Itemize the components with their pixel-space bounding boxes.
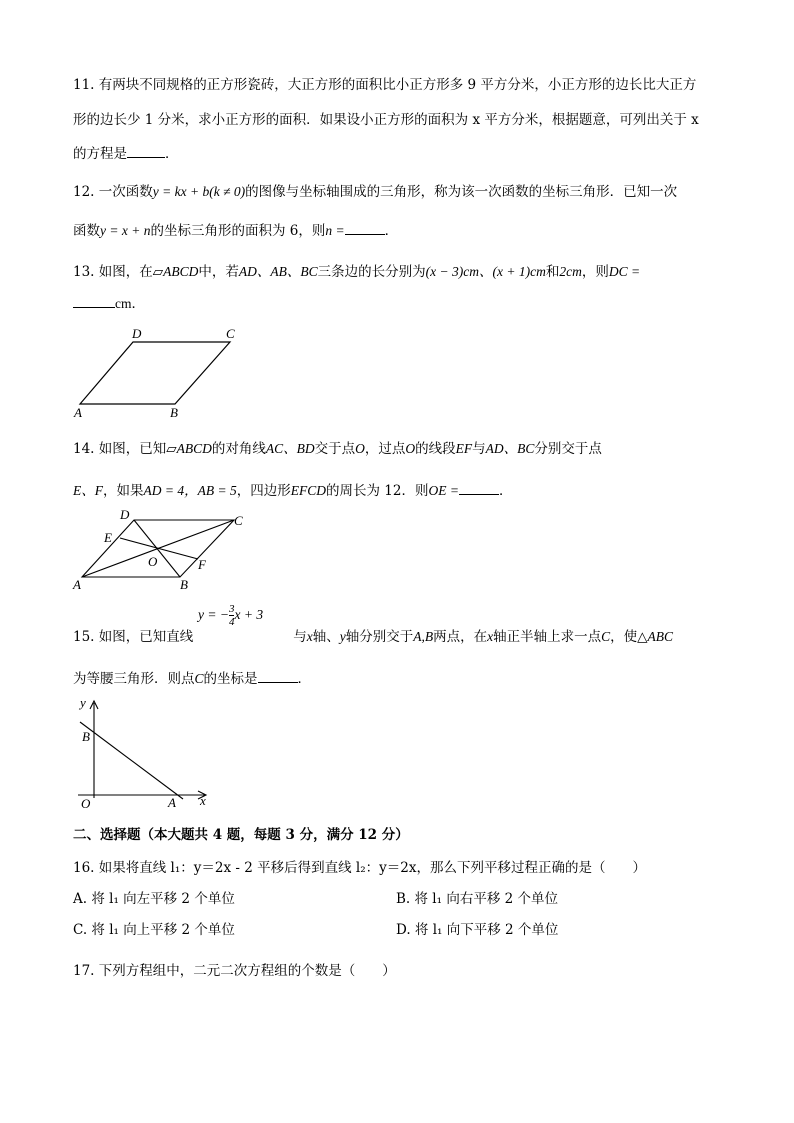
q16-option-d: D. 将 l₁ 向下平移 2 个单位 — [396, 922, 559, 938]
label-y: y — [80, 695, 86, 710]
q14-text: 的对角线 — [211, 441, 266, 457]
q15-formula: △ABC — [637, 629, 674, 644]
q15-text: 两点，在 — [433, 629, 488, 645]
q15-text: 轴正半轴上求一点 — [493, 629, 602, 645]
q14-text: 的线段 — [415, 441, 456, 457]
q14-line2: E、F，如果AD = 4，AB = 5，四边形EFCD的周长为 12．则OE = ． — [73, 483, 513, 499]
q12-line2: 函数y = x + n的坐标三角形的面积为 6，则n = ． — [73, 223, 399, 239]
q15-formula: x — [487, 629, 494, 644]
q12-text: 的图像与坐标轴围成的三角形，称为该一次函数的坐标三角形．已知一次 — [245, 184, 678, 200]
q13-text: 和 — [545, 264, 560, 280]
q11-line3: 的方程是 ． — [73, 146, 179, 162]
q16-option-a: A. 将 l₁ 向左平移 2 个单位 — [73, 891, 235, 907]
label-D: D — [120, 507, 130, 522]
q14-formula: EF — [455, 441, 473, 456]
q14-text: ，过点 — [364, 441, 406, 457]
label-E: E — [104, 530, 112, 545]
q17-stem: 17. 下列方程组中，二元二次方程组的个数是（ ） — [73, 963, 396, 979]
q14-formula: OE = — [428, 483, 459, 498]
q16-option-b: B. 将 l₁ 向右平移 2 个单位 — [396, 891, 558, 907]
fraction-denominator: 4 — [228, 616, 235, 628]
label-x: x — [200, 793, 206, 808]
q11-line2: 形的边长少 1 分米，求小正方形的面积．如果设小正方形的面积为 x 平方分米，根据题意，可列出关于 x — [73, 112, 699, 128]
label-A: A — [168, 795, 176, 810]
q13-parallelogram-figure — [70, 322, 250, 422]
q15-text: 轴、 — [312, 629, 340, 645]
label-O: O — [81, 796, 91, 810]
label-F: F — [198, 557, 206, 572]
q14-text: ，四边形 — [236, 483, 291, 499]
q11-line1: 11. 有两块不同规格的正方形瓷砖，大正方形的面积比小正方形多 9 平方分米，小正方形的边长比大正方 — [73, 77, 697, 93]
q14-text: ，如果 — [103, 483, 144, 499]
q14-formula: O — [405, 441, 416, 456]
q13-formula: 2cm — [559, 264, 582, 279]
q14-text: 14. 如图，已知 — [73, 441, 167, 457]
q12-text: 函数 — [73, 223, 100, 239]
q14-parallelogram-figure — [70, 505, 260, 595]
label-O: O — [148, 554, 158, 569]
q14-formula: AD = 4，AB = 5 — [143, 483, 237, 498]
q15-line1 — [73, 628, 673, 646]
section-heading: 二、选择题（本大题共 4 题，每题 3 分，满分 12 分） — [73, 827, 409, 843]
q15-formula: C — [601, 629, 611, 644]
q15-text: 与 — [293, 629, 307, 645]
q13-formula: ▱ABCD — [152, 264, 199, 279]
label-D: D — [132, 326, 142, 341]
q15-formula: A,B — [413, 629, 434, 644]
q15-coordinate-figure — [70, 695, 220, 810]
q13-text: ，则 — [581, 264, 609, 280]
q14-line1 — [73, 440, 602, 458]
answer-blank — [258, 669, 298, 683]
q13-formula: AD、AB、BC — [238, 264, 318, 279]
label-A: A — [73, 577, 81, 592]
q15-formula: x — [306, 629, 313, 644]
q15-text: 为等腰三角形．则点 — [73, 671, 195, 687]
fraction-numerator: 3 — [228, 603, 235, 615]
q13-unit: cm — [115, 296, 132, 311]
label-B: B — [82, 729, 90, 744]
label-A: A — [74, 405, 82, 420]
q15-line2: 为等腰三角形．则点C的坐标是 ． — [73, 671, 312, 687]
q14-formula: O — [355, 441, 365, 456]
answer-blank — [345, 221, 385, 235]
q15-formula: y = − — [198, 607, 229, 622]
q13-formula: DC = — [608, 264, 641, 279]
q12-text: 12. 一次函数 — [73, 184, 153, 200]
q13-text: 三条边的长分别为 — [317, 264, 426, 280]
q13-formula: (x − 3)cm、(x + 1)cm — [425, 264, 546, 279]
q12-formula: n = — [325, 223, 345, 238]
q14-formula: E、F — [73, 483, 103, 498]
q15-equation — [198, 603, 263, 628]
label-B: B — [170, 405, 178, 420]
q12-formula: y = kx + b(k ≠ 0) — [152, 184, 246, 199]
label-C: C — [226, 326, 235, 341]
q15-text: 的坐标是 — [203, 671, 258, 687]
q15-formula: C — [194, 671, 204, 686]
answer-blank — [459, 481, 499, 495]
answer-blank — [127, 144, 165, 158]
q15-text: 15. 如图，已知直线 — [73, 629, 194, 645]
q14-formula: ▱ABCD — [166, 441, 212, 456]
q14-formula: AC、BD — [265, 441, 315, 456]
q15-text: 轴分别交于 — [345, 629, 414, 645]
q14-text: 分别交于点 — [534, 441, 602, 457]
q12-text: 的坐标三角形的面积为 6，则 — [150, 223, 326, 239]
q12-line1 — [73, 183, 677, 201]
label-B: B — [180, 577, 188, 592]
q15-formula: y — [339, 629, 346, 644]
q16-stem: 16. 如果将直线 l₁：y＝2x - 2 平移后得到直线 l₂：y＝2x，那么下列平移过程正确的是（ ） — [73, 860, 646, 876]
q15-text: ，使 — [610, 629, 638, 645]
q14-text: 的周长为 12．则 — [325, 483, 429, 499]
q12-formula: y = x + n — [100, 223, 151, 238]
q14-text: 与 — [472, 441, 486, 457]
q13-text: 13. 如图，在 — [73, 264, 153, 280]
q14-formula: EFCD — [290, 483, 326, 498]
q15-formula: x + 3 — [234, 607, 264, 622]
q11-text: 的方程是 — [73, 146, 127, 162]
answer-blank — [73, 294, 115, 308]
q14-text: 交于点 — [314, 441, 356, 457]
q14-formula: AD、BC — [485, 441, 535, 456]
q13-line1 — [73, 263, 640, 281]
q13-text: 中，若 — [198, 264, 239, 280]
q16-option-c: C. 将 l₁ 向上平移 2 个单位 — [73, 922, 235, 938]
q13-line2: cm． — [73, 294, 145, 313]
label-C: C — [234, 513, 243, 528]
